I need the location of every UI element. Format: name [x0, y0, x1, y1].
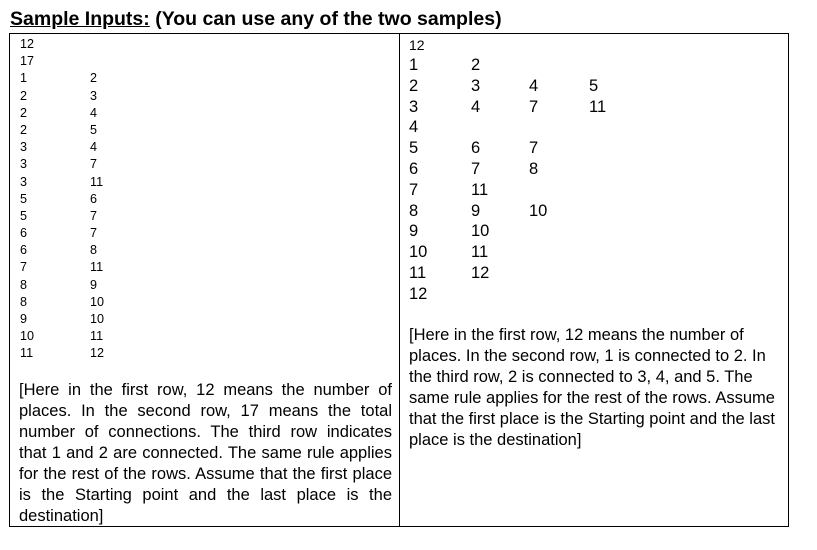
right-row-neighbor: 9: [471, 201, 481, 220]
right-row-neighbor: 4: [529, 76, 539, 95]
right-row-neighbor: 2: [471, 56, 481, 74]
left-row-to: 4: [90, 105, 98, 120]
right-row-node: 4: [409, 118, 419, 137]
left-row-from: 2: [20, 105, 28, 120]
left-row-to: 5: [90, 122, 98, 137]
page-title: [10, 7, 502, 31]
right-row-node: 3: [409, 97, 419, 116]
left-header-line: [20, 36, 390, 53]
left-row-from: 7: [20, 260, 28, 275]
left-row-to: 11: [90, 260, 104, 275]
left-connection-row: [20, 242, 390, 259]
right-adjacency-row: [409, 76, 789, 97]
left-connection-row: [20, 191, 390, 208]
left-row-to: 9: [90, 277, 98, 292]
left-connection-row: [20, 311, 390, 328]
left-places-count: 12: [20, 37, 35, 51]
left-row-from: 5: [20, 191, 28, 206]
left-row-from: 3: [20, 157, 28, 172]
right-row-neighbor: 10: [529, 201, 548, 220]
left-row-from: 3: [20, 174, 28, 189]
left-row-from: 10: [20, 329, 35, 344]
left-connection-row: [20, 294, 390, 311]
left-row-to: 8: [90, 243, 98, 258]
right-adjacency-row: [409, 117, 789, 138]
right-adjacency-rows: [409, 55, 789, 305]
left-connection-row: [20, 208, 390, 225]
right-row-node: 11: [409, 263, 427, 282]
left-row-to: 4: [90, 140, 98, 155]
right-row-node: 5: [409, 139, 419, 158]
left-header-line: [20, 53, 390, 70]
right-row-neighbor: 10: [471, 222, 490, 241]
left-connection-row: [20, 328, 390, 345]
left-row-to: 7: [90, 208, 98, 223]
left-row-from: 8: [20, 294, 28, 309]
left-connection-row: [20, 345, 390, 362]
left-row-to: 10: [90, 312, 105, 326]
right-row-node: 7: [409, 180, 419, 199]
left-row-to: 11: [90, 329, 104, 344]
right-adjacency-row: [409, 97, 789, 118]
right-row-neighbor: 11: [471, 180, 489, 199]
left-row-from: 11: [20, 346, 34, 361]
right-row-node: 12: [409, 284, 428, 303]
left-row-from: 5: [20, 208, 28, 223]
right-adjacency-row: [409, 201, 789, 222]
left-row-to: 10: [90, 294, 105, 309]
left-row-to: 7: [90, 226, 98, 241]
right-row-neighbor: 4: [471, 97, 481, 116]
left-connection-rows: [20, 70, 390, 362]
left-row-from: 2: [20, 122, 28, 137]
left-connection-row: [20, 70, 390, 87]
left-connection-row: [20, 156, 390, 173]
left-row-to: 3: [90, 88, 98, 103]
left-row-from: 6: [20, 243, 28, 258]
left-connection-row: [20, 139, 390, 156]
right-row-node: 6: [409, 159, 419, 178]
left-row-from: 6: [20, 226, 28, 241]
right-places-count: 12: [409, 37, 425, 53]
left-connection-row: [20, 225, 390, 242]
left-sample-lines: [20, 36, 390, 363]
left-row-to: 12: [90, 346, 105, 361]
right-adjacency-row: [409, 55, 789, 76]
right-row-neighbor: 8: [529, 159, 539, 178]
samples-table: [9, 33, 789, 527]
right-adjacency-row: [409, 221, 789, 242]
right-row-neighbor: 11: [589, 97, 607, 116]
left-row-to: 6: [90, 191, 98, 206]
left-row-to: 7: [90, 157, 98, 172]
left-row-from: 2: [20, 88, 28, 103]
right-adjacency-row: [409, 138, 789, 159]
right-sample-note: [Here in the first row, 12 means the number of places. In the second row, 1 is connected to 2. In the third row, 2 is connected to 3, 4, and 5. The same rule applies for the rest of the rows. Assume that the first place is the Starting point and the last place is the destination]: [409, 326, 775, 449]
right-row-neighbor: 7: [529, 97, 539, 116]
right-adjacency-row: [409, 180, 789, 201]
right-row-node: 10: [409, 243, 428, 262]
right-adjacency-row: [409, 159, 789, 180]
left-connection-row: [20, 88, 390, 105]
left-row-from: 8: [20, 277, 28, 292]
right-row-node: 9: [409, 222, 419, 241]
title-underlined: Sample Inputs:: [10, 8, 150, 30]
right-row-neighbor: 7: [471, 159, 481, 178]
right-row-neighbor: 7: [529, 139, 539, 158]
left-row-from: 1: [20, 71, 28, 86]
right-sample-lines: [409, 36, 789, 305]
right-row-neighbor: 11: [471, 243, 489, 262]
right-row-neighbor: 5: [589, 76, 599, 95]
right-row-node: 8: [409, 201, 419, 220]
left-row-to: 2: [90, 71, 98, 86]
left-connection-row: [20, 122, 390, 139]
left-connection-row: [20, 259, 390, 276]
left-connections-count: 17: [20, 54, 35, 69]
left-row-from: 3: [20, 140, 28, 155]
left-connection-row: [20, 277, 390, 294]
right-row-neighbor: 3: [471, 76, 481, 95]
left-row-to: 11: [90, 174, 104, 189]
left-sample-note: [Here in the first row, 12 means the number of places. In the second row, 17 means the total number of connections. The third row indicates that 1 and 2 are connected. The same rule applies for the rest of the rows. Assume that the first place is the Starting point and the last place is the destination]: [19, 381, 392, 525]
right-adjacency-row: [409, 284, 789, 305]
right-adjacency-row: [409, 242, 789, 263]
right-row-neighbor: 6: [471, 139, 481, 158]
right-row-neighbor: 12: [471, 263, 490, 282]
right-row-node: 2: [409, 76, 419, 95]
right-row-node: 1: [409, 56, 419, 74]
right-adjacency-row: [409, 263, 789, 284]
left-connection-row: [20, 174, 390, 191]
right-header-line: [409, 36, 789, 55]
column-divider: [399, 34, 400, 526]
left-row-from: 9: [20, 312, 28, 326]
title-rest: (You can use any of the two samples): [149, 8, 502, 30]
left-connection-row: [20, 105, 390, 122]
